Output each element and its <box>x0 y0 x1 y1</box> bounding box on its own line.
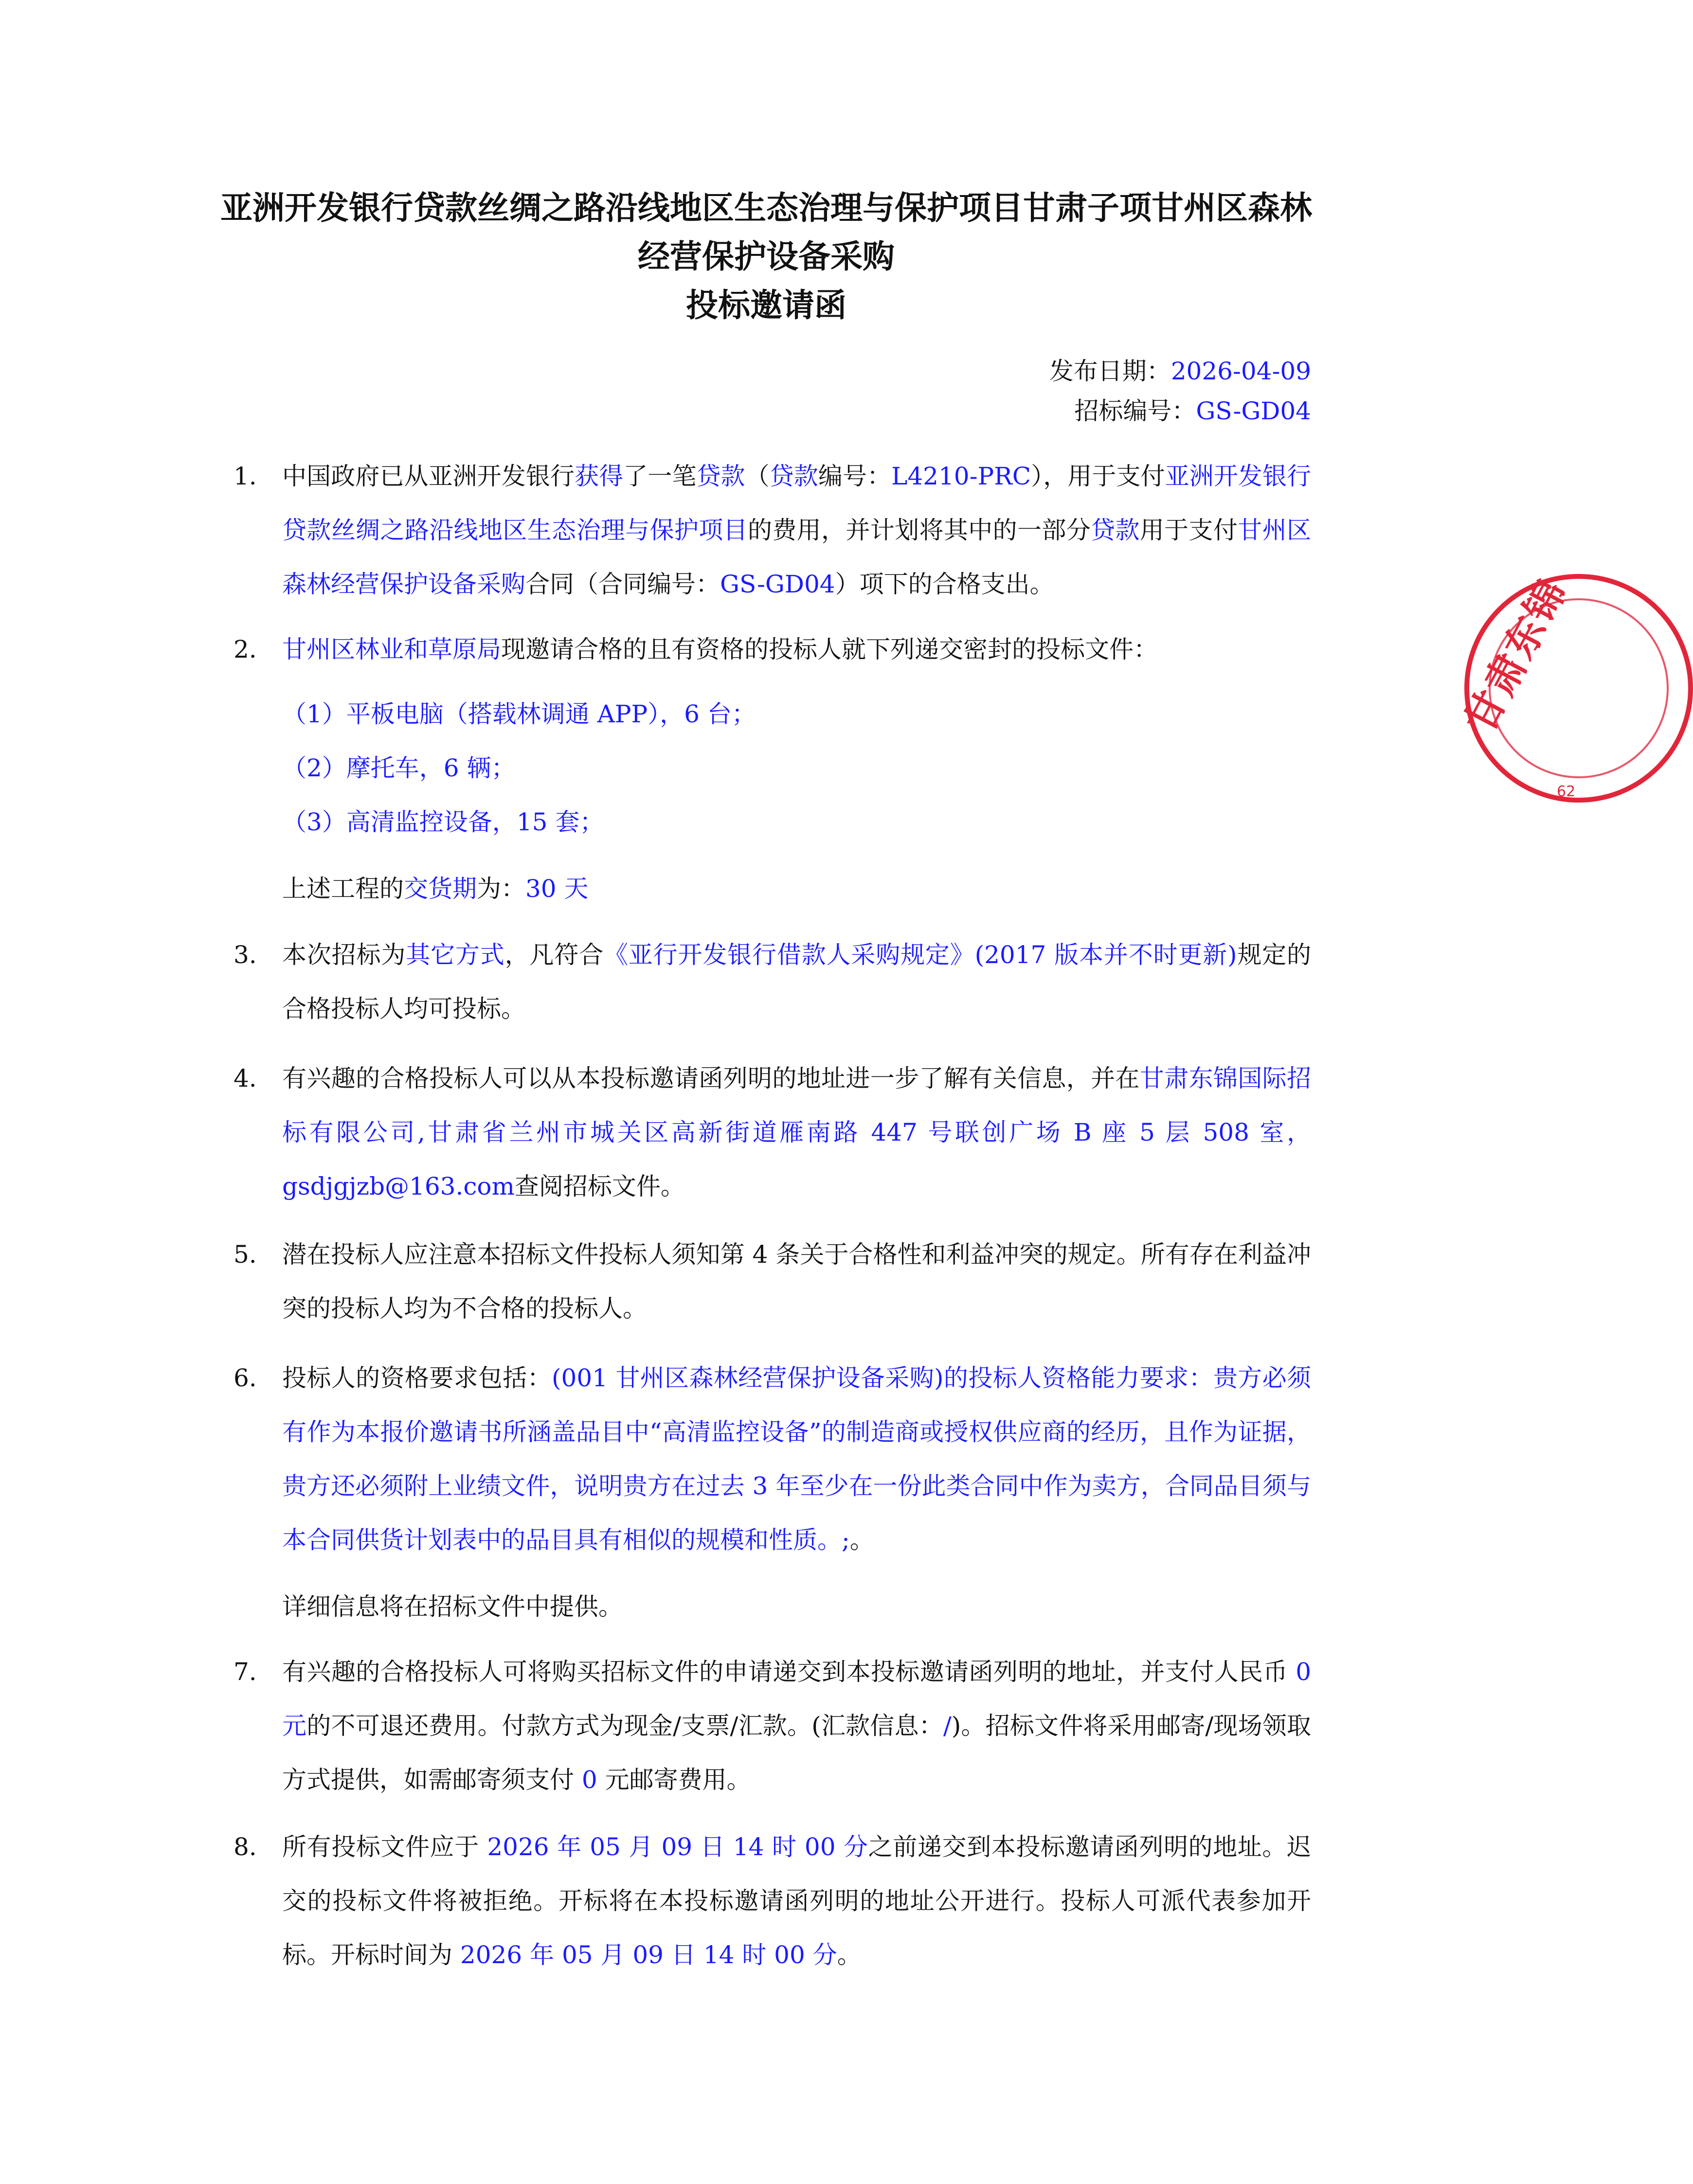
list-item-5 <box>234 1228 1311 1336</box>
text: ，凡符合 <box>504 941 604 969</box>
company-seal <box>1457 571 1693 803</box>
list-item-body <box>282 1052 1311 1214</box>
tender-number <box>1049 391 1311 431</box>
text: 中国政府已从亚洲开发银行 <box>282 462 575 490</box>
text: 合同（合同编号： <box>525 570 720 598</box>
goods-item-3: （3）高清监控设备，15 套； <box>282 808 604 836</box>
list-item-body <box>282 1351 1311 1634</box>
text: 规定的合格投标人均可投标。 <box>282 941 1312 1023</box>
text: 。 <box>837 1941 862 1969</box>
text: 的费用，并计划将其中的一部分 <box>747 516 1091 544</box>
company-seal-text: 甘肃东锦 <box>1457 571 1576 740</box>
title-line-1: 亚洲开发银行贷款丝绸之路沿线地区生态治理与保护项目甘肃子项甘州区森林 <box>220 189 1312 227</box>
remittance-info: / <box>943 1712 952 1740</box>
list-item-body <box>282 1228 1311 1336</box>
contract-number: GS-GD04 <box>720 570 835 598</box>
list-item-7 <box>234 1645 1311 1807</box>
publish-date-label: 发布日期： <box>1049 357 1171 385</box>
text: 上述工程的 <box>282 875 404 903</box>
text: 现邀请合格的且有资格的投标人就下列递交密封的投标文件： <box>501 635 1158 663</box>
list-item-body <box>282 623 1311 916</box>
text: 所有投标文件应于 <box>282 1833 487 1861</box>
title-line-3: 投标邀请函 <box>686 286 846 324</box>
text: 详细信息将在招标文件中提供。 <box>282 1593 623 1621</box>
text: 编号： <box>818 462 892 490</box>
publish-date-value: 2026-04-09 <box>1171 357 1311 385</box>
list-number: 6. <box>234 1364 257 1392</box>
tender-number-value: GS-GD04 <box>1196 397 1311 425</box>
document-meta <box>1049 351 1311 431</box>
list-item-body <box>282 928 1311 1036</box>
postage-fee: 0 <box>581 1766 597 1794</box>
text: ），用于支付 <box>1031 462 1165 490</box>
tender-number-label: 招标编号： <box>1074 397 1196 425</box>
text: 贷款 <box>1091 516 1140 544</box>
list-number: 4. <box>234 1064 257 1092</box>
text: 贷款 <box>696 462 745 490</box>
text: 查阅招标文件。 <box>514 1172 685 1200</box>
list-item-body <box>282 1645 1311 1807</box>
text: 元邮寄费用。 <box>597 1766 751 1794</box>
list-item-body <box>282 1820 1311 1982</box>
opening-time: 2026 年 05 月 09 日 14 时 00 分 <box>460 1941 837 1969</box>
goods-item-1: （1）平板电脑（搭载林调通 APP），6 台； <box>282 700 756 728</box>
list-item-6 <box>234 1351 1311 1634</box>
regulation-name: 《亚行开发银行借款人采购规定》(2017 版本并不时更新) <box>603 941 1237 969</box>
purchaser-name: 甘州区林业和草原局 <box>282 635 501 663</box>
text: 有兴趣的合格投标人可将购买招标文件的申请递交到本投标邀请函列明的地址，并支付人民币 <box>282 1658 1296 1686</box>
procurement-method: 其它方式 <box>406 941 505 969</box>
text: 贷款 <box>769 462 818 490</box>
document-title <box>165 184 1367 330</box>
list-item-8 <box>234 1820 1311 1982</box>
agency-address: 甘肃东锦国际招标有限公司,甘肃省兰州市城关区高新街道雁南路 447 号联创广场 B 座 5 层 508 室，gsdjgjzb@163.com <box>282 1064 1312 1200</box>
project-name: 亚洲开发银行贷款丝绸之路沿线地区生态治理与保护项目 <box>282 462 1312 544</box>
text: 本次招标为 <box>282 941 406 969</box>
text: 有兴趣的合格投标人可以从本投标邀请函列明的地址进一步了解有关信息，并在 <box>282 1064 1140 1092</box>
text: 交货期 <box>404 875 477 903</box>
text: 为： <box>477 875 525 903</box>
qualification-requirements: (001 甘州区森林经营保护设备采购)的投标人资格能力要求：贵方必须有作为本报价邀请书所涵盖品目中“高清监控设备”的制造商或授权供应商的经历，且作为证据，贵方还必须附上业绩文件，说明贵方在过去 3 年至少在一份此类合同中作为卖方，合同品目须与本合同供货计划表中的品目具有相似的规模和性质。; <box>282 1364 1311 1554</box>
list-number: 8. <box>234 1833 257 1861</box>
text: 获得 <box>575 462 624 490</box>
submission-deadline: 2026 年 05 月 09 日 14 时 00 分 <box>487 1833 868 1861</box>
text: 的不可退还费用。付款方式为现金/支票/汇款。(汇款信息： <box>306 1712 943 1740</box>
list-number: 7. <box>234 1658 257 1686</box>
delivery-period: 30 天 <box>525 875 589 903</box>
loan-number: L4210-PRC <box>891 462 1031 490</box>
contract-name: 甘州区森林经营保护设备采购 <box>282 516 1312 598</box>
text: )。招标文件将采用邮寄/现场领取方式提供，如需邮寄须支付 <box>282 1712 1311 1794</box>
text: 用于支付 <box>1139 516 1238 544</box>
text: 投标人的资格要求包括： <box>282 1364 552 1392</box>
goods-item-2: （2）摩托车，6 辆； <box>282 754 516 782</box>
text: ）项下的合格支出。 <box>835 570 1054 598</box>
list-number: 1. <box>234 462 257 490</box>
list-item-2 <box>234 623 1311 916</box>
list-number: 3. <box>234 941 257 969</box>
publish-date <box>1049 351 1311 391</box>
text: 。 <box>849 1526 874 1554</box>
document-fee: 0 元 <box>282 1658 1311 1740</box>
text: 之前递交到本投标邀请函列明的地址。迟交的投标文件将被拒绝。开标将在本投标邀请函列明的地址公开进行。投标人可派代表参加开标。开标时间为 <box>282 1833 1312 1969</box>
list-item-3 <box>234 928 1311 1036</box>
list-item-body <box>282 449 1311 611</box>
list-number: 5. <box>234 1240 257 1269</box>
list-number: 2. <box>234 635 257 663</box>
list-item-1 <box>234 449 1311 611</box>
text: 潜在投标人应注意本招标文件投标人须知第 4 条关于合格性和利益冲突的规定。所有存在利益冲突的投标人均为不合格的投标人。 <box>282 1240 1311 1323</box>
company-seal-number: 62 <box>1557 783 1576 800</box>
list-item-4 <box>234 1052 1311 1214</box>
text: 了一笔 <box>623 462 697 490</box>
text: （ <box>745 462 770 490</box>
title-line-2: 经营保护设备采购 <box>638 238 895 275</box>
